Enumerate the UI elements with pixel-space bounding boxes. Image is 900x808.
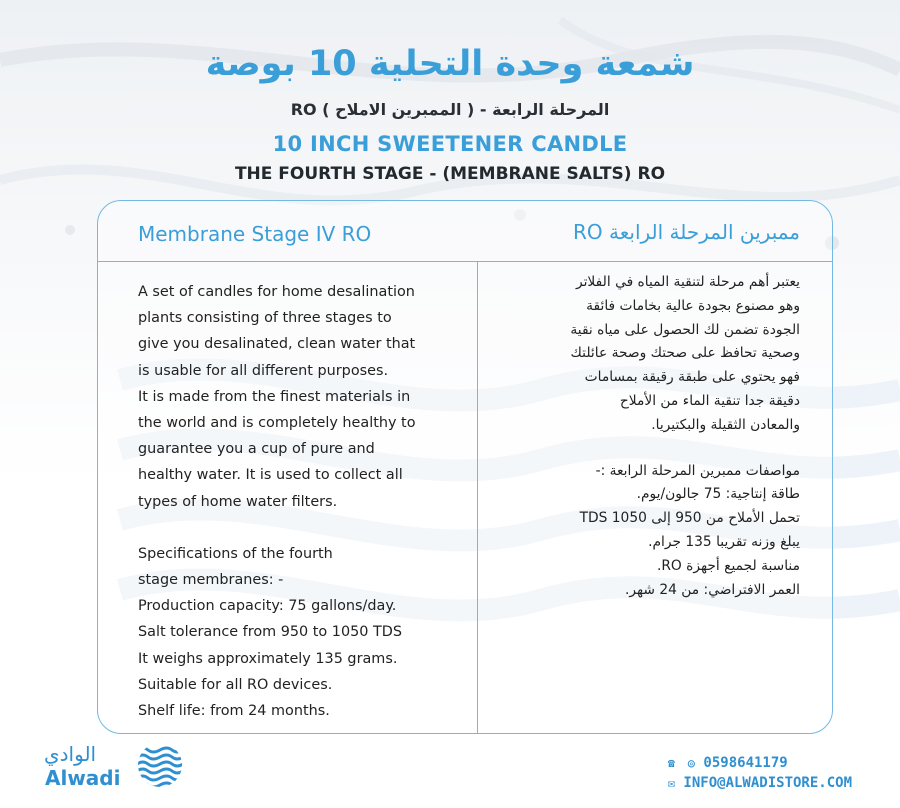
header-divider [98, 261, 832, 262]
en-spec-line: It weighs approximately 135 grams. [138, 650, 398, 667]
ar-spec-line: تحمل الأملاح من 950 إلى TDS 1050 [579, 510, 800, 527]
en-line: A set of candles for home desalination [138, 284, 415, 300]
en-spec-line: Production capacity: 75 gallons/day. [138, 598, 397, 615]
ar-line: دقيقة جدا تنقية الماء من الأملاح [619, 392, 800, 409]
arabic-column-heading: ممبرين المرحلة الرابعة RO [573, 220, 800, 244]
email-icon: ✉ [667, 776, 676, 790]
subtitle-english: THE FOURTH STAGE - (MEMBRANE SALTS) RO [234, 164, 666, 184]
ar-line: يعتبر أهم مرحلة لتنقية المياه في الفلاتر [575, 274, 800, 290]
ar-line: وصحية تحافظ على صحتك وصحة عائلتك [570, 345, 800, 362]
logo-text-arabic: الوادي [44, 742, 97, 766]
ar-spec-line: مواصفات ممبرين المرحلة الرابعة :- [595, 462, 800, 479]
waves-logo-icon [137, 742, 183, 788]
whatsapp-icon: ◎ [687, 756, 696, 770]
english-column-heading: Membrane Stage IV RO [138, 222, 372, 246]
ar-line: الجودة تضمن لك الحصول على مياه نقية [570, 321, 800, 338]
en-spec-line: stage membranes: - [138, 572, 284, 589]
en-line: It is made from the finest materials in [138, 388, 411, 405]
phone-row [663, 753, 852, 773]
en-spec-line: Specifications of the fourth [138, 545, 333, 562]
en-line: types of home water filters. [138, 493, 338, 510]
en-line: is usable for all different purposes. [138, 362, 389, 379]
ar-spec-line: طاقة إنتاجية: 75 جالون/يوم. [636, 486, 800, 503]
subtitle-arabic: المرحلة الرابعة - ( الممبرين الاملاح ) RO [290, 100, 610, 119]
en-line: healthy water. It is used to collect all [138, 467, 403, 484]
ar-spec-line: يبلغ وزنه تقريبا 135 جرام. [648, 533, 800, 550]
ar-line: وهو مصنوع بجودة عالية بخامات فائقة [586, 297, 800, 314]
logo-text-english: Alwadi [45, 766, 121, 790]
ar-spec-line: العمر الافتراضي: من 24 شهر. [625, 581, 800, 598]
title-arabic: شمعة وحدة التحلية 10 بوصة [205, 44, 695, 84]
phone-icon: ☎ [667, 756, 676, 770]
en-line: the world and is completely healthy to [138, 415, 416, 432]
arabic-description [500, 271, 800, 602]
ar-line: والمعادن الثقيلة والبكتيريا. [651, 416, 800, 433]
ar-line: فهو يحتوي على طبقة رقيقة بمسامات [584, 369, 800, 386]
ar-spec-line: مناسبة لجميع أجهزة RO. [656, 557, 800, 574]
en-spec-line: Salt tolerance from 950 to 1050 TDS [138, 624, 402, 641]
email-row [663, 773, 852, 793]
contact-info [663, 753, 852, 793]
en-spec-line: Shelf life: from 24 months. [138, 703, 330, 720]
column-divider [477, 261, 478, 733]
en-line: give you desalinated, clean water that [138, 336, 416, 353]
en-line: guarantee you a cup of pure and [138, 441, 375, 458]
en-spec-line: Suitable for all RO devices. [138, 676, 333, 693]
email-address[interactable]: INFO@ALWADISTORE.COM [683, 775, 852, 791]
en-line: plants consisting of three stages to [138, 310, 392, 327]
phone-number[interactable]: 0598641179 [703, 755, 788, 771]
info-table [97, 200, 833, 734]
title-english: 10 INCH SWEETENER CANDLE [272, 132, 628, 156]
english-description [138, 279, 438, 724]
